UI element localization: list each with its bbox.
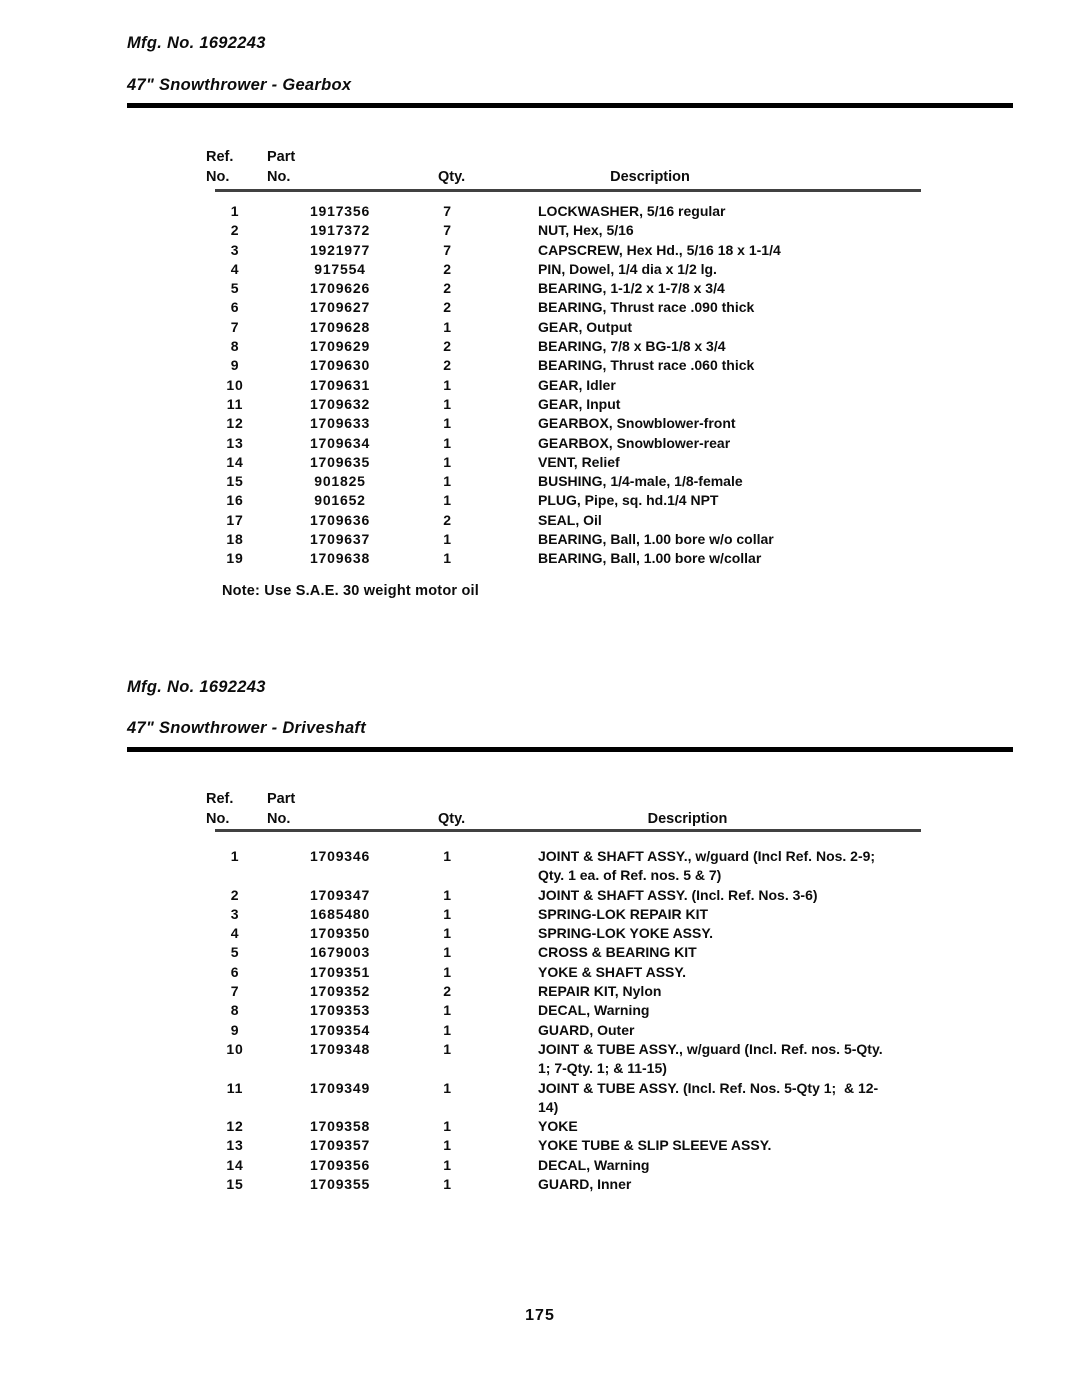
qty-cell: 1 bbox=[443, 415, 452, 432]
ref-no-cell: 10 bbox=[226, 1040, 244, 1057]
column-header-part: Part bbox=[267, 149, 296, 165]
description-cell: YOKE bbox=[538, 1118, 578, 1135]
qty-cell: 2 bbox=[443, 260, 452, 277]
table-body-gearbox bbox=[205, 202, 935, 569]
column-header-ref: Ref. bbox=[206, 791, 234, 807]
part-no-cell: 1709348 bbox=[309, 1040, 371, 1057]
qty-cell: 7 bbox=[443, 241, 452, 258]
qty-cell: 1 bbox=[443, 453, 452, 470]
description-cell: NUT, Hex, 5/16 bbox=[538, 222, 634, 239]
description-cell: BEARING, Ball, 1.00 bore w/o collar bbox=[538, 531, 774, 548]
ref-no-cell: 11 bbox=[226, 395, 244, 412]
table-header-rule bbox=[215, 189, 921, 192]
column-header-part: Part bbox=[267, 791, 296, 807]
table-row bbox=[205, 1175, 935, 1194]
table-row bbox=[205, 491, 935, 510]
part-no-cell: 1709628 bbox=[309, 318, 371, 335]
part-no-cell: 1917372 bbox=[309, 222, 371, 239]
section-rule bbox=[127, 103, 1013, 108]
qty-cell: 1 bbox=[443, 1118, 452, 1135]
description-cell: DECAL, Warning bbox=[538, 1002, 650, 1019]
ref-no-cell: 2 bbox=[230, 886, 240, 903]
part-no-cell: 1709356 bbox=[309, 1156, 371, 1173]
qty-cell: 1 bbox=[443, 1156, 452, 1173]
table-row bbox=[205, 1001, 935, 1020]
table-row bbox=[205, 1117, 935, 1136]
table-row bbox=[205, 1156, 935, 1175]
qty-cell: 2 bbox=[443, 983, 452, 1000]
table-row bbox=[205, 1079, 935, 1118]
description-cell: YOKE & SHAFT ASSY. bbox=[538, 963, 687, 980]
qty-cell: 1 bbox=[443, 1040, 452, 1057]
table-row bbox=[205, 453, 935, 472]
qty-cell: 1 bbox=[443, 1021, 452, 1038]
table-row bbox=[205, 924, 935, 943]
qty-cell: 1 bbox=[443, 886, 452, 903]
description-cell: JOINT & SHAFT ASSY. (Incl. Ref. Nos. 3-6) bbox=[538, 886, 818, 903]
part-no-cell: 1709636 bbox=[309, 511, 371, 528]
qty-cell: 2 bbox=[443, 299, 452, 316]
column-header-qty: Qty. bbox=[438, 811, 466, 827]
table-body-driveshaft bbox=[205, 847, 935, 1194]
column-header-ref-no: No. bbox=[206, 811, 230, 827]
table-row bbox=[205, 549, 935, 568]
table-row bbox=[205, 847, 935, 886]
description-cell: BEARING, 1-1/2 x 1-7/8 x 3/4 bbox=[538, 280, 725, 297]
qty-cell: 1 bbox=[443, 1176, 452, 1193]
table-row bbox=[205, 395, 935, 414]
description-cell: VENT, Relief bbox=[538, 453, 620, 470]
ref-no-cell: 9 bbox=[230, 1021, 240, 1038]
qty-cell: 1 bbox=[443, 905, 452, 922]
ref-no-cell: 1 bbox=[230, 203, 240, 219]
part-no-cell: 1917356 bbox=[309, 203, 371, 219]
table-row bbox=[205, 318, 935, 337]
mfg-no-label-gearbox: Mfg. No. 1692243 bbox=[127, 34, 266, 52]
ref-no-cell: 1 bbox=[230, 848, 240, 864]
description-cell: GEAR, Input bbox=[538, 395, 621, 412]
ref-no-cell: 8 bbox=[230, 338, 240, 355]
description-cell: GUARD, Outer bbox=[538, 1021, 635, 1038]
column-header-qty: Qty. bbox=[438, 169, 466, 185]
column-header-desc-spacer bbox=[480, 147, 920, 167]
description-cell: BEARING, Ball, 1.00 bore w/collar bbox=[538, 550, 762, 567]
qty-cell: 1 bbox=[443, 473, 452, 490]
table-row bbox=[205, 414, 935, 433]
ref-no-cell: 8 bbox=[230, 1002, 240, 1019]
description-cell: SEAL, Oil bbox=[538, 511, 602, 528]
table-header-rule bbox=[215, 829, 921, 832]
qty-cell: 1 bbox=[443, 1079, 452, 1096]
part-no-cell: 1709629 bbox=[309, 338, 371, 355]
table-row bbox=[205, 1136, 935, 1155]
table-row bbox=[205, 356, 935, 375]
ref-no-cell: 3 bbox=[230, 241, 240, 258]
table-row bbox=[205, 511, 935, 530]
table-header-row-1 bbox=[205, 789, 935, 809]
part-no-cell: 1709627 bbox=[309, 299, 371, 316]
part-no-cell: 1709637 bbox=[309, 531, 371, 548]
ref-no-cell: 15 bbox=[226, 473, 244, 490]
ref-no-cell: 5 bbox=[230, 944, 240, 961]
ref-no-cell: 14 bbox=[226, 453, 244, 470]
qty-cell: 1 bbox=[443, 944, 452, 961]
table-row bbox=[205, 1040, 935, 1079]
qty-cell: 7 bbox=[443, 222, 452, 239]
description-cell: REPAIR KIT, Nylon bbox=[538, 983, 662, 1000]
ref-no-cell: 2 bbox=[230, 222, 240, 239]
description-cell: LOCKWASHER, 5/16 regular bbox=[538, 203, 726, 219]
part-no-cell: 1709351 bbox=[309, 963, 371, 980]
qty-cell: 1 bbox=[443, 376, 452, 393]
part-no-cell: 901652 bbox=[314, 492, 366, 509]
qty-cell: 1 bbox=[443, 1137, 452, 1154]
ref-no-cell: 4 bbox=[230, 260, 240, 277]
ref-no-cell: 12 bbox=[226, 1118, 244, 1135]
section-rule bbox=[127, 747, 1013, 752]
table-row bbox=[205, 1021, 935, 1040]
description-cell: SPRING-LOK REPAIR KIT bbox=[538, 905, 709, 922]
description-cell: CROSS & BEARING KIT bbox=[538, 944, 697, 961]
qty-cell: 1 bbox=[443, 963, 452, 980]
ref-no-cell: 14 bbox=[226, 1156, 244, 1173]
part-no-cell: 1709355 bbox=[309, 1176, 371, 1193]
qty-cell: 1 bbox=[443, 318, 452, 335]
part-no-cell: 1709358 bbox=[309, 1118, 371, 1135]
table-row bbox=[205, 279, 935, 298]
part-no-cell: 1709630 bbox=[309, 357, 371, 374]
part-no-cell: 1709346 bbox=[309, 848, 371, 864]
description-cell: SPRING-LOK YOKE ASSY. bbox=[538, 925, 714, 942]
description-cell: GEARBOX, Snowblower-front bbox=[538, 415, 736, 432]
part-no-cell: 1709631 bbox=[309, 376, 371, 393]
part-no-cell: 901825 bbox=[314, 473, 366, 490]
qty-cell: 1 bbox=[443, 925, 452, 942]
part-no-cell: 1709349 bbox=[309, 1079, 371, 1096]
ref-no-cell: 9 bbox=[230, 357, 240, 374]
table-row bbox=[205, 221, 935, 240]
description-cell: BEARING, Thrust race .090 thick bbox=[538, 299, 755, 316]
table-row bbox=[205, 982, 935, 1001]
table-row bbox=[205, 241, 935, 260]
table-row bbox=[205, 886, 935, 905]
ref-no-cell: 7 bbox=[230, 318, 240, 335]
description-cell: CAPSCREW, Hex Hd., 5/16 18 x 1-1/4 bbox=[538, 241, 781, 258]
qty-cell: 2 bbox=[443, 338, 452, 355]
part-no-cell: 1709352 bbox=[309, 983, 371, 1000]
column-header-part-no: No. bbox=[267, 811, 291, 827]
ref-no-cell: 16 bbox=[226, 492, 244, 509]
part-no-cell: 1709347 bbox=[309, 886, 371, 903]
qty-cell: 1 bbox=[443, 848, 452, 864]
description-cell: YOKE TUBE & SLIP SLEEVE ASSY. bbox=[538, 1137, 772, 1154]
part-no-cell: 1709634 bbox=[309, 434, 371, 451]
qty-cell: 2 bbox=[443, 357, 452, 374]
description-cell: JOINT & TUBE ASSY., w/guard (Incl. Ref. nos. 5-Qty. 1; 7-Qty. 1; & 11-15) bbox=[538, 1040, 883, 1077]
column-header-ref-no: No. bbox=[206, 169, 230, 185]
part-no-cell: 1679003 bbox=[309, 944, 371, 961]
page-number: 175 bbox=[525, 1307, 555, 1324]
table-row bbox=[205, 472, 935, 491]
description-cell: GEAR, Idler bbox=[538, 376, 616, 393]
section-title-driveshaft: 47" Snowthrower - Driveshaft bbox=[127, 719, 367, 737]
ref-no-cell: 13 bbox=[226, 434, 244, 451]
qty-cell: 1 bbox=[443, 531, 452, 548]
description-cell: PIN, Dowel, 1/4 dia x 1/2 lg. bbox=[538, 260, 717, 277]
table-row bbox=[205, 337, 935, 356]
column-header-qty-spacer bbox=[415, 147, 480, 167]
description-cell: JOINT & TUBE ASSY. (Incl. Ref. Nos. 5-Qty 1; & 12- 14) bbox=[538, 1079, 879, 1115]
column-header-description: Description bbox=[647, 811, 728, 827]
part-no-cell: 1709635 bbox=[309, 453, 371, 470]
ref-no-cell: 6 bbox=[230, 299, 240, 316]
ref-no-cell: 15 bbox=[226, 1176, 244, 1193]
qty-cell: 1 bbox=[443, 395, 452, 412]
qty-cell: 1 bbox=[443, 492, 452, 509]
ref-no-cell: 17 bbox=[226, 511, 244, 528]
qty-cell: 1 bbox=[443, 550, 452, 567]
table-row bbox=[205, 298, 935, 317]
description-cell: PLUG, Pipe, sq. hd.1/4 NPT bbox=[538, 492, 719, 509]
column-header-ref: Ref. bbox=[206, 149, 234, 165]
part-no-cell: 1709350 bbox=[309, 925, 371, 942]
description-cell: GUARD, Inner bbox=[538, 1176, 632, 1193]
section-title-gearbox: 47" Snowthrower - Gearbox bbox=[127, 76, 352, 94]
column-header-description: Description bbox=[610, 169, 690, 185]
description-cell: GEAR, Output bbox=[538, 318, 633, 335]
part-no-cell: 917554 bbox=[314, 260, 366, 277]
table-header-row-1 bbox=[205, 147, 935, 167]
ref-no-cell: 6 bbox=[230, 963, 240, 980]
table-row bbox=[205, 530, 935, 549]
ref-no-cell: 3 bbox=[230, 905, 240, 922]
oil-note: Note: Use S.A.E. 30 weight motor oil bbox=[222, 583, 479, 599]
part-no-cell: 1709633 bbox=[309, 415, 371, 432]
part-no-cell: 1685480 bbox=[309, 905, 371, 922]
qty-cell: 2 bbox=[443, 511, 452, 528]
table-row bbox=[205, 202, 935, 221]
qty-cell: 2 bbox=[443, 280, 452, 297]
part-no-cell: 1709638 bbox=[309, 550, 371, 567]
part-no-cell: 1709354 bbox=[309, 1021, 371, 1038]
ref-no-cell: 12 bbox=[226, 415, 244, 432]
column-header-desc-spacer bbox=[480, 789, 920, 809]
mfg-no-label-driveshaft: Mfg. No. 1692243 bbox=[127, 678, 266, 696]
description-cell: BEARING, 7/8 x BG-1/8 x 3/4 bbox=[538, 338, 726, 355]
ref-no-cell: 19 bbox=[226, 550, 244, 567]
ref-no-cell: 11 bbox=[226, 1079, 244, 1096]
ref-no-cell: 5 bbox=[230, 280, 240, 297]
table-row bbox=[205, 434, 935, 453]
qty-cell: 7 bbox=[443, 203, 452, 219]
table-row bbox=[205, 943, 935, 962]
description-cell: DECAL, Warning bbox=[538, 1156, 650, 1173]
table-row bbox=[205, 260, 935, 279]
qty-cell: 1 bbox=[443, 434, 452, 451]
description-cell: BUSHING, 1/4-male, 1/8-female bbox=[538, 473, 743, 490]
part-no-cell: 1709353 bbox=[309, 1002, 371, 1019]
table-row bbox=[205, 963, 935, 982]
ref-no-cell: 13 bbox=[226, 1137, 244, 1154]
description-cell: BEARING, Thrust race .060 thick bbox=[538, 357, 755, 374]
ref-no-cell: 4 bbox=[230, 925, 240, 942]
description-cell: GEARBOX, Snowblower-rear bbox=[538, 434, 731, 451]
table-row bbox=[205, 376, 935, 395]
table-header-row-2 bbox=[205, 167, 935, 187]
ref-no-cell: 18 bbox=[226, 531, 244, 548]
column-header-qty-spacer bbox=[415, 789, 480, 809]
part-no-cell: 1709357 bbox=[309, 1137, 371, 1154]
table-header-row-2 bbox=[205, 809, 935, 829]
ref-no-cell: 10 bbox=[226, 376, 244, 393]
description-cell: JOINT & SHAFT ASSY., w/guard (Incl Ref. Nos. 2-9; Qty. 1 ea. of Ref. nos. 5 & 7) bbox=[538, 848, 876, 884]
qty-cell: 1 bbox=[443, 1002, 452, 1019]
part-no-cell: 1921977 bbox=[309, 241, 371, 258]
part-no-cell: 1709632 bbox=[309, 395, 371, 412]
table-row bbox=[205, 905, 935, 924]
ref-no-cell: 7 bbox=[230, 983, 240, 1000]
part-no-cell: 1709626 bbox=[309, 280, 371, 297]
column-header-part-no: No. bbox=[267, 169, 291, 185]
